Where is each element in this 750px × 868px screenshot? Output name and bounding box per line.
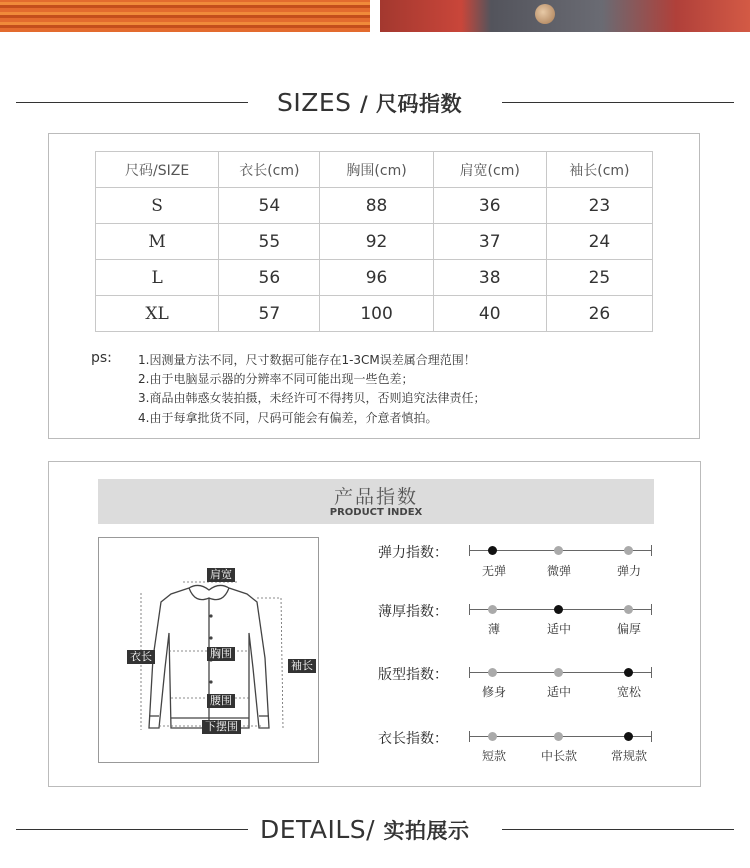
table-row: [96, 224, 653, 260]
thickness-dot: [624, 605, 633, 614]
waist-label: 腰围: [207, 694, 235, 708]
sizes-title-en: SIZES: [277, 88, 352, 117]
scale-tick: [651, 667, 652, 678]
table-cell: 54: [219, 188, 320, 224]
product-index-subtitle: PRODUCT INDEX: [329, 507, 423, 518]
table-cell: 40: [433, 296, 546, 332]
fit-label: 版型指数：: [378, 667, 448, 683]
scale-tick: [651, 604, 652, 615]
fit-option: 宽松: [616, 685, 642, 699]
hem-label: 下摆围: [202, 720, 241, 734]
table-cell: 57: [219, 296, 320, 332]
fit-dot: [554, 668, 563, 677]
scale-tick: [469, 731, 470, 742]
elasticity-option: 无弹: [481, 564, 507, 578]
sizes-header: [277, 88, 462, 118]
sizes-header-line-left: [16, 102, 248, 103]
elasticity-option: 微弹: [546, 564, 572, 578]
length-option: 常规款: [610, 749, 648, 763]
table-cell: 36: [433, 188, 546, 224]
size-table-header: 胸围(cm): [320, 152, 433, 188]
length-index-label: 衣长指数：: [378, 731, 448, 747]
thickness-option: 偏厚: [616, 622, 642, 636]
thickness-option: 适中: [546, 622, 572, 636]
scale-tick: [469, 545, 470, 556]
table-cell: 100: [320, 296, 433, 332]
length-dot: [488, 732, 497, 741]
jacket-button-detail: [535, 4, 555, 24]
shirt-diagram: [98, 537, 319, 763]
details-title-zh: 实拍展示: [383, 819, 470, 843]
notes-label: ps:: [91, 350, 112, 366]
note-item: 4.由于每拿批货不同，尺码可能会有偏差，介意者慎拍。: [138, 411, 438, 425]
thickness-label: 薄厚指数：: [378, 604, 448, 620]
elasticity-dot: [554, 546, 563, 555]
chest-label: 胸围: [207, 647, 235, 661]
table-cell: 38: [433, 260, 546, 296]
fit-dot: [624, 668, 633, 677]
elasticity-dot: [488, 546, 497, 555]
table-cell: 96: [320, 260, 433, 296]
size-cell: XL: [96, 296, 219, 332]
size-cell: L: [96, 260, 219, 296]
note-item: 1.因测量方法不同，尺寸数据可能存在1-3CM误差属合理范围！: [138, 353, 476, 367]
elasticity-dot: [624, 546, 633, 555]
thickness-dot: [488, 605, 497, 614]
length-dot: [554, 732, 563, 741]
details-header: [260, 815, 470, 845]
size-table-header-row: [96, 152, 653, 188]
product-index-title: 产品指数: [333, 486, 418, 508]
size-cell: M: [96, 224, 219, 260]
scale-tick: [651, 545, 652, 556]
table-row: [96, 260, 653, 296]
scale-tick: [469, 604, 470, 615]
table-row: [96, 296, 653, 332]
table-cell: 56: [219, 260, 320, 296]
scale-tick: [469, 667, 470, 678]
table-cell: 92: [320, 224, 433, 260]
elasticity-label: 弹力指数：: [378, 545, 448, 561]
table-cell: 88: [320, 188, 433, 224]
table-cell: 55: [219, 224, 320, 260]
details-title-en: DETAILS/: [260, 815, 376, 844]
length-label: 衣长: [127, 650, 155, 664]
fit-option: 修身: [481, 685, 507, 699]
size-cell: S: [96, 188, 219, 224]
length-option: 短款: [481, 749, 507, 763]
size-table-header: 袖长(cm): [546, 152, 652, 188]
fit-option: 适中: [546, 685, 572, 699]
details-header-line-left: [16, 829, 248, 830]
size-table-header: 衣长(cm): [219, 152, 320, 188]
product-photo-right: [380, 0, 750, 32]
sizes-title-zh: / 尺码指数: [360, 92, 462, 116]
table-cell: 24: [546, 224, 652, 260]
elasticity-option: 弹力: [616, 564, 642, 578]
scale-tick: [651, 731, 652, 742]
table-cell: 37: [433, 224, 546, 260]
sleeve-label: 袖长: [288, 659, 316, 673]
thickness-option: 薄: [487, 622, 501, 636]
sizes-header-line-right: [502, 102, 734, 103]
length-option: 中长款: [540, 749, 578, 763]
size-table-header: 尺码/SIZE: [96, 152, 219, 188]
size-table-header: 肩宽(cm): [433, 152, 546, 188]
product-photo-left: [0, 0, 370, 32]
size-table: [95, 151, 653, 332]
table-cell: 23: [546, 188, 652, 224]
thickness-dot: [554, 605, 563, 614]
length-dot: [624, 732, 633, 741]
table-cell: 25: [546, 260, 652, 296]
fit-dot: [488, 668, 497, 677]
table-cell: 26: [546, 296, 652, 332]
note-item: 2.由于电脑显示器的分辨率不同可能出现一些色差；: [138, 372, 414, 386]
details-header-line-right: [502, 829, 734, 830]
table-row: [96, 188, 653, 224]
note-item: 3.商品由韩惑女装拍摄，未经许可不得拷贝，否则追究法律责任；: [138, 391, 486, 405]
shoulder-label: 肩宽: [207, 568, 235, 582]
